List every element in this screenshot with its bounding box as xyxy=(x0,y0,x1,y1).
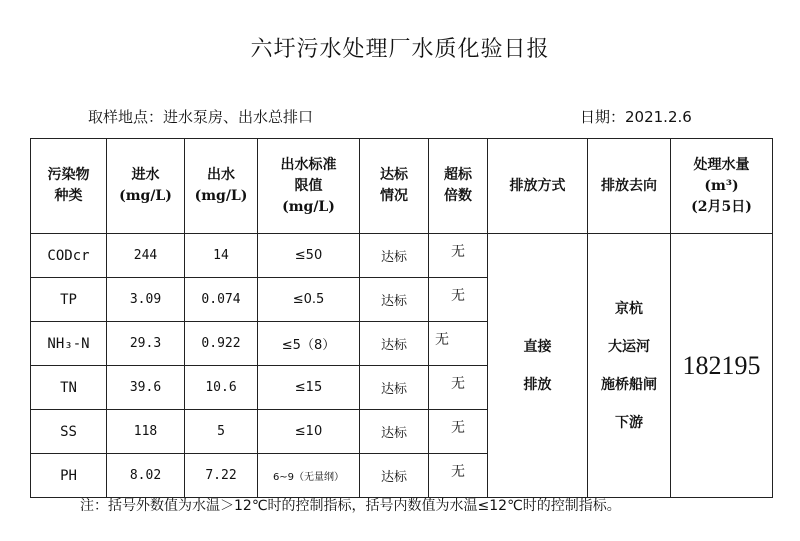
report-title: 六圩污水处理厂水质化验日报 xyxy=(250,37,550,62)
exceed-cell: 无 xyxy=(429,410,488,454)
inflow-cell: 29.3 xyxy=(107,322,185,366)
header-volume: 处理水量 (m³) (2月5日) xyxy=(671,139,773,234)
limit-cell: ≤5（8） xyxy=(258,322,360,366)
header-pollutant: 污染物 种类 xyxy=(31,139,107,234)
param-cell: TN xyxy=(31,366,107,410)
volume-cell: 182195 xyxy=(671,234,773,498)
status-cell: 达标 xyxy=(360,410,429,454)
inflow-cell: 3.09 xyxy=(107,278,185,322)
sampling-location: 取样地点：进水泵房、出水总排口 xyxy=(88,108,314,126)
exceed-cell: 无 xyxy=(429,322,488,366)
param-cell: SS xyxy=(31,410,107,454)
status-cell: 达标 xyxy=(360,322,429,366)
outflow-cell: 14 xyxy=(185,234,258,278)
param-cell: CODcr xyxy=(31,234,107,278)
inflow-cell: 118 xyxy=(107,410,185,454)
param-cell: TP xyxy=(31,278,107,322)
header-exceed: 超标 倍数 xyxy=(429,139,488,234)
exceed-cell: 无 xyxy=(429,454,488,498)
limit-cell: ≤15 xyxy=(258,366,360,410)
status-cell: 达标 xyxy=(360,454,429,498)
table-row xyxy=(31,234,773,278)
inflow-cell: 8.02 xyxy=(107,454,185,498)
outflow-cell: 0.074 xyxy=(185,278,258,322)
header-inflow: 进水 (mg/L) xyxy=(107,139,185,234)
report-date: 日期：2021.2.6 xyxy=(580,108,692,126)
inflow-cell: 244 xyxy=(107,234,185,278)
outflow-cell: 10.6 xyxy=(185,366,258,410)
footnote: 注：括号外数值为水温＞12℃时的控制指标，括号内数值为水温≤12℃时的控制指标。 xyxy=(80,498,621,514)
status-cell: 达标 xyxy=(360,278,429,322)
discharge-dest-cell: 京杭 大运河 施桥船闸 下游 xyxy=(588,234,671,498)
status-cell: 达标 xyxy=(360,366,429,410)
param-cell: PH xyxy=(31,454,107,498)
exceed-cell: 无 xyxy=(429,366,488,410)
inflow-cell: 39.6 xyxy=(107,366,185,410)
outflow-cell: 7.22 xyxy=(185,454,258,498)
header-outflow: 出水 (mg/L) xyxy=(185,139,258,234)
water-quality-table xyxy=(30,138,773,498)
discharge-method-cell: 直接 排放 xyxy=(488,234,588,498)
limit-cell: 6~9（无量纲） xyxy=(258,454,360,498)
limit-cell: ≤50 xyxy=(258,234,360,278)
header-limit: 出水标准 限值 (mg/L) xyxy=(258,139,360,234)
exceed-cell: 无 xyxy=(429,234,488,278)
limit-cell: ≤10 xyxy=(258,410,360,454)
outflow-cell: 5 xyxy=(185,410,258,454)
exceed-cell: 无 xyxy=(429,278,488,322)
header-row xyxy=(31,139,773,234)
header-discharge-dest: 排放去向 xyxy=(588,139,671,234)
header-compliance: 达标 情况 xyxy=(360,139,429,234)
limit-cell: ≤0.5 xyxy=(258,278,360,322)
outflow-cell: 0.922 xyxy=(185,322,258,366)
param-cell: NH₃-N xyxy=(31,322,107,366)
status-cell: 达标 xyxy=(360,234,429,278)
header-discharge-method: 排放方式 xyxy=(488,139,588,234)
